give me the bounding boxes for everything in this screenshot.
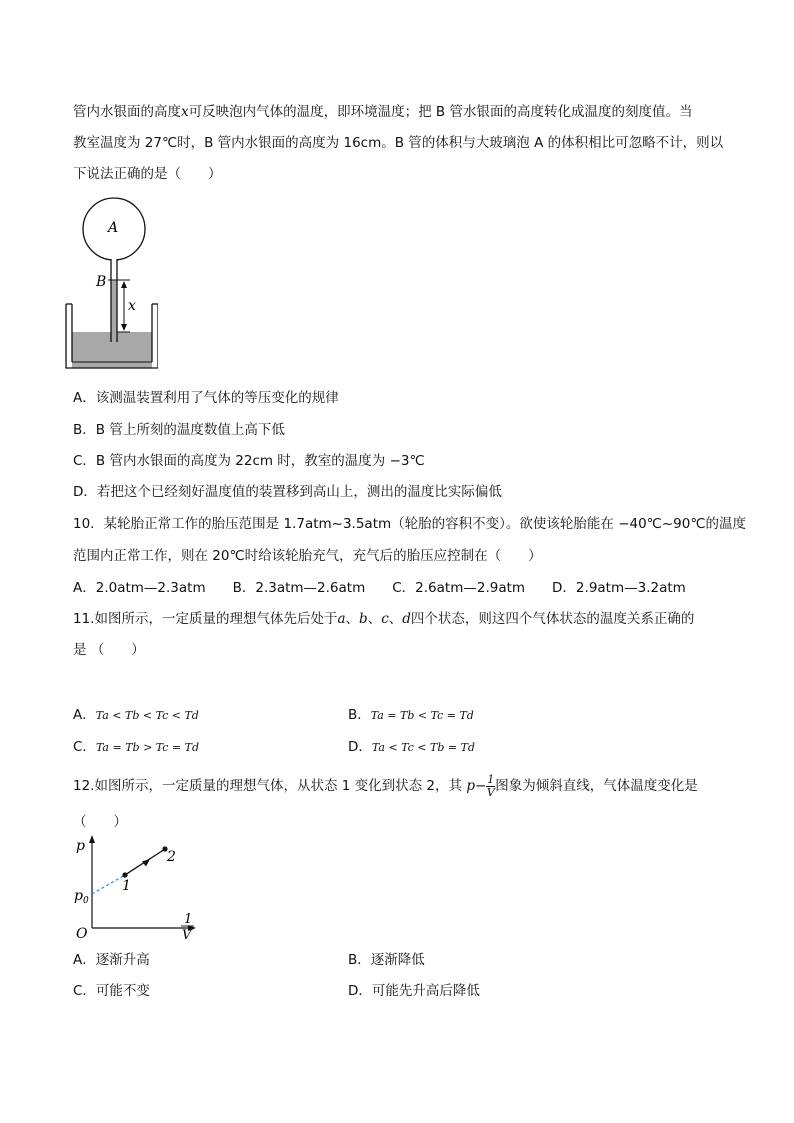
axis-label-o: O (76, 926, 88, 942)
fraction-1-over-v (486, 774, 495, 799)
state-d: d (402, 611, 411, 627)
frac-den: V (486, 785, 495, 799)
y-axis-arrow (89, 835, 95, 843)
q10-stem-line-2: 范围内正常工作，则在 20℃时给该轮胎充气，充气后的胎压应控制在（ ） (73, 548, 542, 564)
q9-option-b[interactable]: B．B 管上所刻的温度数值上高下低 (73, 422, 285, 438)
state-b: b (359, 611, 368, 627)
separator: 、 (345, 611, 360, 627)
q12-option-d[interactable]: D．可能先升高后降低 (348, 983, 480, 999)
dash: − (474, 778, 487, 794)
state-point-1 (122, 872, 127, 877)
option-label: C． (73, 739, 96, 755)
thermometer-figure (64, 196, 158, 374)
intro-line-3: 下说法正确的是（ ） (73, 166, 222, 182)
q12-option-c[interactable]: C．可能不变 (73, 983, 150, 999)
p-inverse-v-graph (70, 832, 200, 944)
intro-line-1 (73, 102, 692, 122)
q10-stem-line-1: 10．某轮胎正常工作的胎压范围是 1.7atm~3.5atm（轮胎的容积不变）。欲使该轮胎能在 −40℃~90℃的温度 (73, 516, 746, 532)
option-label: A． (73, 707, 96, 723)
q12-option-a[interactable]: A．逐渐升高 (73, 952, 150, 968)
option-formula: Ta = Tb < Tc = Td (370, 709, 474, 722)
option-formula: Ta < Tc < Tb = Td (371, 741, 475, 754)
q11-option-d[interactable] (348, 737, 475, 758)
point-2-label: 2 (167, 849, 176, 865)
q11-text: 11.如图所示，一定质量的理想气体先后处于 (73, 611, 338, 627)
intro-line-2: 教室温度为 27℃时，B 管内水银面的高度为 16cm。B 管的体积与大玻璃泡 A 的体积相比可忽略不计，则以 (73, 135, 724, 151)
state-a: a (337, 611, 346, 627)
label-x: x (128, 298, 136, 314)
q9-option-c[interactable]: C．B 管内水银面的高度为 22cm 时，教室的温度为 −3℃ (73, 453, 425, 469)
x-label-num: 1 (184, 912, 193, 927)
q12-stem-line-1 (73, 773, 698, 799)
option-formula: Ta = Tb > Tc = Td (95, 741, 200, 754)
option-label: B． (348, 707, 371, 723)
q11-option-a[interactable] (73, 705, 199, 726)
axis-label-p: p (76, 838, 85, 854)
q11-option-c[interactable] (73, 737, 199, 758)
q11-stem-line-1 (73, 609, 694, 629)
label-b: B (96, 274, 107, 290)
label-a: A (108, 220, 119, 236)
p0-subscript: 0 (83, 896, 89, 906)
var-x: x (181, 104, 189, 120)
q9-option-d[interactable]: D．若把这个已经刻好温度值的装置移到高山上，测出的温度比实际偏低 (73, 484, 502, 500)
point-1-label: 1 (122, 878, 131, 894)
q12-option-b[interactable]: B．逐渐降低 (348, 952, 425, 968)
tube-air (111, 256, 117, 280)
q9-option-a[interactable]: A．该测温装置利用了气体的等压变化的规律 (73, 390, 339, 406)
q11-stem-line-2: 是 （ ） (73, 642, 145, 658)
process-arrow (142, 859, 150, 867)
q11-option-b[interactable] (348, 705, 474, 726)
intro-text: 可反映泡内气体的温度，即环境温度；把 B 管水银面的高度转化成温度的刻度值。当 (188, 104, 693, 120)
state-c: c (381, 611, 389, 627)
x-label-den: V (182, 928, 192, 943)
option-formula: Ta < Tb < Tc < Td (95, 709, 199, 722)
dashed-extension (92, 875, 125, 894)
option-label: D． (348, 739, 372, 755)
q12-text: 图象为倾斜直线，气体温度变化是 (495, 778, 698, 794)
q12-stem-line-2: （ ） (73, 814, 127, 830)
frac-num: 1 (487, 772, 495, 786)
q12-text: 12.如图所示，一定质量的理想气体，从状态 1 变化到状态 2，其 (73, 778, 463, 794)
q11-text: 四个状态，则这四个气体状态的温度关系正确的 (410, 611, 695, 627)
q10-options[interactable]: A．2.0atm—2.3atm B．2.3atm—2.6atm C．2.6atm—2.9atm D．2.9atm—3.2atm (73, 580, 686, 596)
separator: 、 (388, 611, 403, 627)
intro-text: 管内水银面的高度 (73, 104, 181, 120)
var-p: p (466, 778, 475, 794)
p0-label: p (74, 888, 83, 904)
separator: 、 (367, 611, 382, 627)
